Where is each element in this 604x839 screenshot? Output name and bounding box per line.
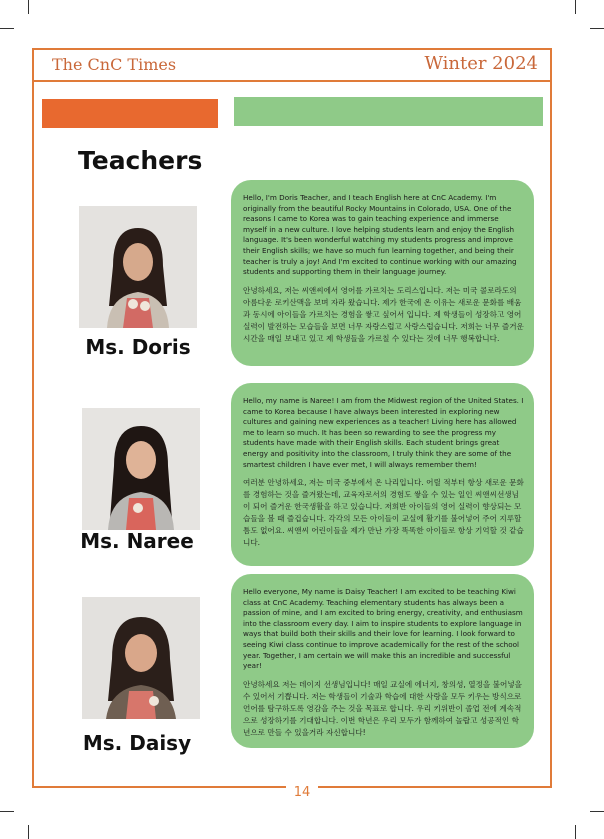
crop-mark <box>575 825 576 839</box>
crop-mark <box>590 811 604 812</box>
crop-mark <box>575 0 576 14</box>
bio-english: Hello, I'm Doris Teacher, and I teach English here at CnC Academy. I'm originally from the beautiful Rocky Mountains in Colorado, USA. One of the reasons I came to Korea was to gain teaching experience and immerse myself in a new culture. I love helping students learn and enjoy the English language. It's been wonderful watching my students progress and improve their English skills; we have so much fun learning together, and being their teacher is truly a joy! And I'm excited to continue working with our amazing students and supporting them in their language journey. <box>243 193 517 277</box>
page-number-label: 14 <box>286 785 319 800</box>
accent-bar-green <box>234 97 543 126</box>
portrait-icon <box>82 408 200 530</box>
crop-mark <box>28 0 29 14</box>
teacher-name-doris: Ms. Doris <box>85 335 191 359</box>
crop-mark <box>0 811 14 812</box>
teacher-photo-daisy <box>82 597 200 719</box>
portrait-icon <box>82 597 200 719</box>
bio-english: Hello, my name is Naree! I am from the Midwest region of the United States. I came to Korea because I have always been interested in exploring new cultures and gaining new experiences as a teacher! Living here has allowed me to learn so much. It has been so rewarding to see the progress my students have made with their English skills. Each student brings great energy and positivity into the classroom, I truly think they are some of the smartest children I have ever met, I will always remember them! <box>243 396 524 469</box>
bio-korean: 여러분 안녕하세요, 저는 미국 중부에서 온 나리입니다. 어릴 적부터 항상 새로운 문화를 경험하는 것을 즐겨왔는데, 교육자로서의 경험도 쌓을 수 있는 일인 씨앤씨선생님이 되어 즐거운 한국생활을 하고 있습니다. 저희반 아이들의 영어 실력이 향상되는 모습들을 볼 때 즐겁습니다. 각각의 모든 아이들이 교실에 활기를 불어넣어 주어 지루할 틈도 없어요. 씨앤씨 어린이들을 제가 만난 가장 똑똑한 아이들로 항상 기억할 것 같습니다. <box>243 478 524 548</box>
portrait-icon <box>79 206 197 328</box>
teacher-photo-doris <box>79 206 197 328</box>
publication-title: The CnC Times <box>52 55 177 74</box>
issue-label: Winter 2024 <box>424 53 538 74</box>
section-title: Teachers <box>78 146 203 175</box>
crop-mark <box>0 28 14 29</box>
page-number <box>0 783 604 801</box>
teacher-bio-naree <box>231 383 534 566</box>
teacher-bio-daisy <box>231 574 534 748</box>
teacher-name-daisy: Ms. Daisy <box>82 731 192 755</box>
accent-bar-orange <box>42 99 218 128</box>
crop-mark <box>590 28 604 29</box>
bio-korean: 안녕하세요 저는 데이지 선생님입니다! 매일 교실에 에너지, 창의성, 열정을 불어넣을 수 있어서 기쁩니다. 저는 학생들이 기술과 학습에 대한 사랑을 모두 키우는 방식으로 언어를 탐구하도록 영감을 주는 것을 목표로 합니다. 우리 키위반이 졸업 전에 계속적으로 성장하기를 기대합니다. 이번 학년은 우리 모두가 함께하여 놀랍고 성공적인 학년으로 만들 수 있을거라 자신합니다! <box>243 679 523 737</box>
crop-mark <box>28 825 29 839</box>
teacher-bio-doris <box>231 180 534 366</box>
bio-english: Hello everyone, My name is Daisy Teacher! I am excited to be teaching Kiwi class at CnC Academy. Teaching elementary students has always been a passion of mine, and I am excited to bring energy, creativity, and enthusiasm into the classroom every day. I aim to inspire students to explore language in ways that build both their skills and their love for learning. I look forward to seeing Kiwi class continue to improve academically for the rest of the school year. Together, I am certain we will make this an incredible and successful year! <box>243 587 523 671</box>
teacher-photo-naree <box>82 408 200 530</box>
header-divider <box>32 80 552 82</box>
bio-korean: 안녕하세요, 저는 씨앤씨에서 영어를 가르치는 도리스입니다. 저는 미국 콜로라도의 아름다운 로키산맥을 보며 자라 왔습니다. 제가 한국에 온 이유는 새로운 문화를 배움과 동시에 아이들을 가르치는 경험을 쌓고 싶어서 입니다. 제 학생들이 성장하고 영어 실력이 발전하는 모습들을 보면 너무 자랑스럽고 사랑스럽습니다. 저희는 너무 즐거운 시간을 매일 보내고 있고 제 학생들을 가르칠 수 있다는 것에 너무 행복합니다. <box>243 285 524 343</box>
teacher-name-naree: Ms. Naree <box>80 529 194 553</box>
